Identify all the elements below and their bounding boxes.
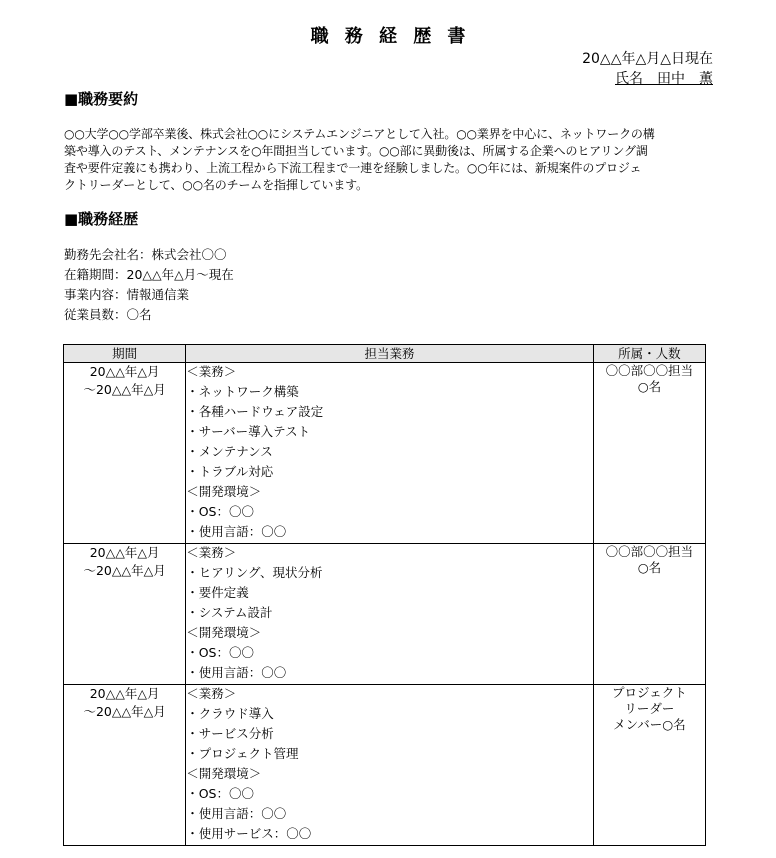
duty-item: ・使用サービス：〇〇 — [186, 826, 312, 841]
header-period: 期間 — [64, 345, 186, 363]
table-row — [64, 363, 706, 544]
duty-item: ＜業務＞ — [186, 545, 237, 560]
period-cell — [64, 685, 186, 846]
department-cell — [593, 363, 705, 544]
department-cell — [593, 685, 705, 846]
period-start: 20△△年△月 — [89, 364, 160, 379]
period-end: 〜20△△年△月 — [83, 563, 166, 578]
duty-item: ・トラブル対応 — [186, 464, 274, 479]
department-line: メンバー○名 — [613, 717, 686, 732]
summary-line: 築や導入のテスト、メンテナンスを○年間担当しています。○○部に異動後は、所属する企業へのヒアリング調 — [64, 144, 648, 158]
duties-cell — [186, 363, 594, 544]
company-name: 勤務先会社名：株式会社〇〇 — [64, 247, 227, 262]
department-line: ○名 — [637, 379, 662, 394]
duty-item: ＜業務＞ — [186, 686, 237, 701]
duty-item: ・OS：〇〇 — [186, 504, 254, 519]
duty-item: ＜開発環境＞ — [186, 625, 262, 640]
duty-item: ・サーバー導入テスト — [186, 424, 311, 439]
duty-item: ・OS：〇〇 — [186, 645, 254, 660]
business-content: 事業内容：情報通信業 — [64, 287, 190, 302]
employee-count: 従業員数：〇名 — [64, 307, 152, 322]
summary-line: 査や要件定義にも携わり、上流工程から下流工程まで一連を経験しました。○○年には、新規案件のプロジェ — [64, 161, 642, 175]
duty-item: ・OS：〇〇 — [186, 786, 254, 801]
department-line: リーダー — [624, 701, 675, 716]
summary-line: ○○大学○○学部卒業後、株式会社○○にシステムエンジニアとして入社。○○業界を中心に、ネットワークの構 — [64, 127, 655, 141]
department-line: ○名 — [637, 560, 662, 575]
duty-item: ・使用言語：〇〇 — [186, 524, 287, 539]
period-end: 〜20△△年△月 — [83, 704, 166, 719]
department-line: プロジェクト — [612, 685, 687, 700]
table-header-row — [64, 345, 706, 363]
duties-cell — [186, 544, 594, 685]
duty-item: ＜開発環境＞ — [186, 484, 262, 499]
duty-item: ・使用言語：〇〇 — [186, 665, 287, 680]
period-start: 20△△年△月 — [89, 686, 160, 701]
duty-item: ・各種ハードウェア設定 — [186, 404, 324, 419]
work-history-table — [63, 344, 706, 846]
duty-item: ・ヒアリング、現状分析 — [186, 565, 323, 580]
employment-period: 在籍期間：20△△年△月〜現在 — [64, 267, 234, 282]
header-duties: 担当業務 — [186, 345, 594, 363]
history-heading: ■職務経歴 — [64, 210, 139, 228]
period-cell — [64, 544, 186, 685]
period-start: 20△△年△月 — [89, 545, 160, 560]
duty-item: ・クラウド導入 — [186, 706, 274, 721]
duty-item: ・メンテナンス — [186, 444, 273, 459]
department-cell — [593, 544, 705, 685]
duty-item: ＜開発環境＞ — [186, 766, 262, 781]
header-department: 所属・人数 — [593, 345, 705, 363]
duty-item: ・システム設計 — [186, 605, 273, 620]
document-date: 20△△年△月△日現在 — [582, 51, 713, 67]
summary-line: クトリーダーとして、○○名のチームを指揮しています。 — [64, 178, 368, 192]
department-line: 〇〇部〇〇担当 — [605, 544, 694, 559]
period-cell — [64, 363, 186, 544]
department-line: 〇〇部〇〇担当 — [605, 363, 694, 378]
duty-item: ・プロジェクト管理 — [186, 746, 299, 761]
duty-item: ・使用言語：〇〇 — [186, 806, 287, 821]
summary-heading: ■職務要約 — [64, 90, 139, 108]
duty-item: ・要件定義 — [186, 585, 249, 600]
table-row — [64, 685, 706, 846]
author-name: 氏名 田中 薫 — [615, 71, 713, 87]
duty-item: ・ネットワーク構築 — [186, 384, 299, 399]
duties-cell — [186, 685, 594, 846]
duty-item: ・サービス分析 — [186, 726, 274, 741]
table-row — [64, 544, 706, 685]
document-title: 職務経歴書 — [310, 26, 482, 47]
duty-item: ＜業務＞ — [186, 364, 237, 379]
period-end: 〜20△△年△月 — [83, 382, 166, 397]
summary-text — [64, 126, 714, 194]
